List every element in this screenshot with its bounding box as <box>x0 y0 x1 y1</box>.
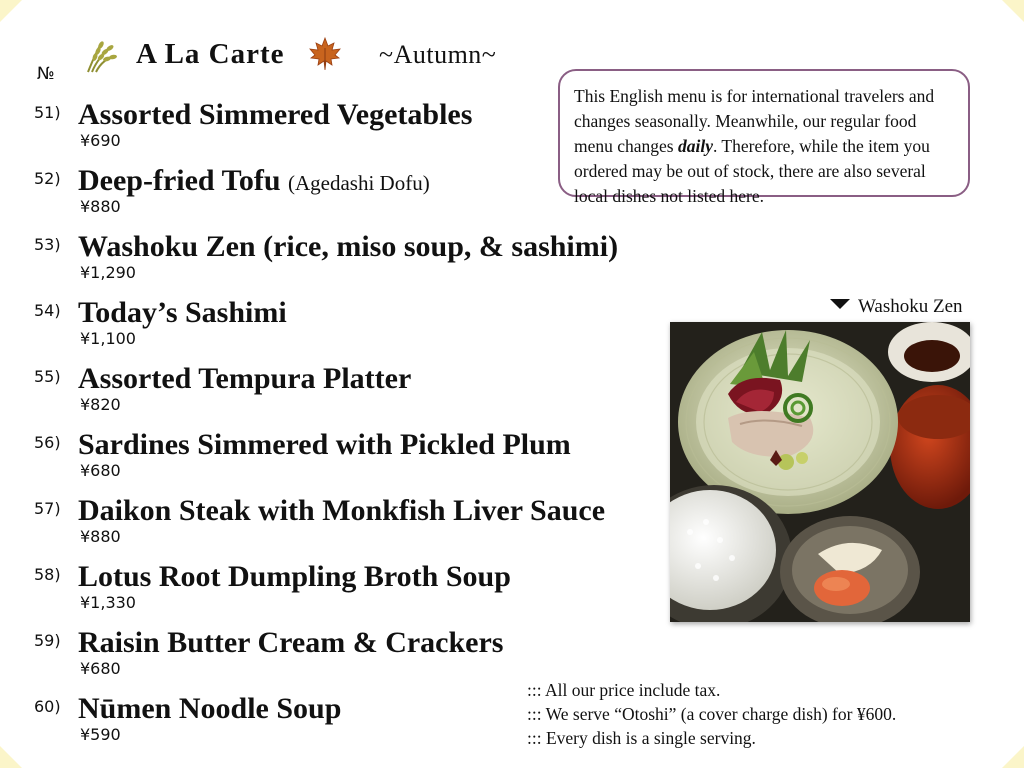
item-price: ¥690 <box>80 131 121 150</box>
item-price: ¥1,330 <box>80 593 136 612</box>
item-price: ¥1,290 <box>80 263 136 282</box>
item-price: ¥880 <box>80 527 121 546</box>
item-name <box>78 692 341 726</box>
item-price: ¥590 <box>80 725 121 744</box>
notice-emphasis: daily <box>678 136 713 156</box>
corner-decoration <box>1002 0 1024 22</box>
item-number: 59) <box>34 631 61 650</box>
item-number: 55) <box>34 367 61 386</box>
menu-item <box>0 362 660 428</box>
item-name <box>78 296 287 330</box>
item-name <box>78 428 571 462</box>
item-name-text: Sardines Simmered with Pickled Plum <box>78 428 571 461</box>
menu-title: A La Carte <box>136 38 285 70</box>
item-name <box>78 560 511 594</box>
item-number: 51) <box>34 103 61 122</box>
item-name-text: Today’s Sashimi <box>78 296 287 329</box>
corner-decoration <box>1002 746 1024 768</box>
item-number: 52) <box>34 169 61 188</box>
item-price: ¥1,100 <box>80 329 136 348</box>
footnotes <box>527 678 896 750</box>
item-price: ¥680 <box>80 461 121 480</box>
item-name-text: Lotus Root Dumpling Broth Soup <box>78 560 511 593</box>
numero-symbol: № <box>37 64 55 84</box>
item-name-text: Raisin Butter Cream & Crackers <box>78 626 504 659</box>
season-label: ~Autumn~ <box>379 40 497 69</box>
menu-item <box>0 98 660 164</box>
item-number: 60) <box>34 697 61 716</box>
footnote-serving: ::: Every dish is a single serving. <box>527 728 756 748</box>
item-name <box>78 494 605 528</box>
triangle-down-icon <box>830 299 850 309</box>
footnote-tax: ::: All our price include tax. <box>527 680 721 700</box>
menu-item <box>0 164 660 230</box>
item-subtitle: (Agedashi Dofu) <box>288 171 430 195</box>
item-name-text: Washoku Zen (rice, miso soup, & sashimi) <box>78 230 619 263</box>
item-price: ¥880 <box>80 197 121 216</box>
photo-caption-text: Washoku Zen <box>858 296 963 317</box>
menu-item <box>0 296 660 362</box>
footnote-otoshi: ::: We serve “Otoshi” (a cover charge dish) for ¥600. <box>527 704 897 724</box>
corner-decoration <box>0 0 22 22</box>
menu-item <box>0 560 660 626</box>
item-number: 54) <box>34 301 61 320</box>
item-price: ¥820 <box>80 395 121 414</box>
item-name-text: Deep-fried Tofu <box>78 164 281 197</box>
food-photo <box>670 322 970 622</box>
menu-item <box>0 230 660 296</box>
item-number: 53) <box>34 235 61 254</box>
rice-stalk-icon <box>82 38 118 79</box>
item-name-text: Assorted Simmered Vegetables <box>78 98 473 131</box>
item-name-text: Assorted Tempura Platter <box>78 362 412 395</box>
item-price: ¥680 <box>80 659 121 678</box>
item-name <box>78 230 618 264</box>
item-name <box>78 164 430 198</box>
item-number: 58) <box>34 565 61 584</box>
item-name <box>78 626 503 660</box>
item-name-text: Nūmen Noodle Soup <box>78 692 342 725</box>
item-name <box>78 98 472 132</box>
menu-item <box>0 494 660 560</box>
item-number: 57) <box>34 499 61 518</box>
item-name-text: Daikon Steak with Monkfish Liver Sauce <box>78 494 606 527</box>
photo-caption <box>830 296 963 318</box>
item-number: 56) <box>34 433 61 452</box>
item-name <box>78 362 411 396</box>
notice-text: This English menu is for international travelers and changes seasonally. Meanwhile, our regular food menu changes <box>574 86 935 156</box>
menu-item <box>0 428 660 494</box>
maple-leaf-icon <box>307 36 343 77</box>
notice-text: . Therefore, while the item you ordered may be out of stock, there are also several local dishes not listed here. <box>574 136 930 206</box>
